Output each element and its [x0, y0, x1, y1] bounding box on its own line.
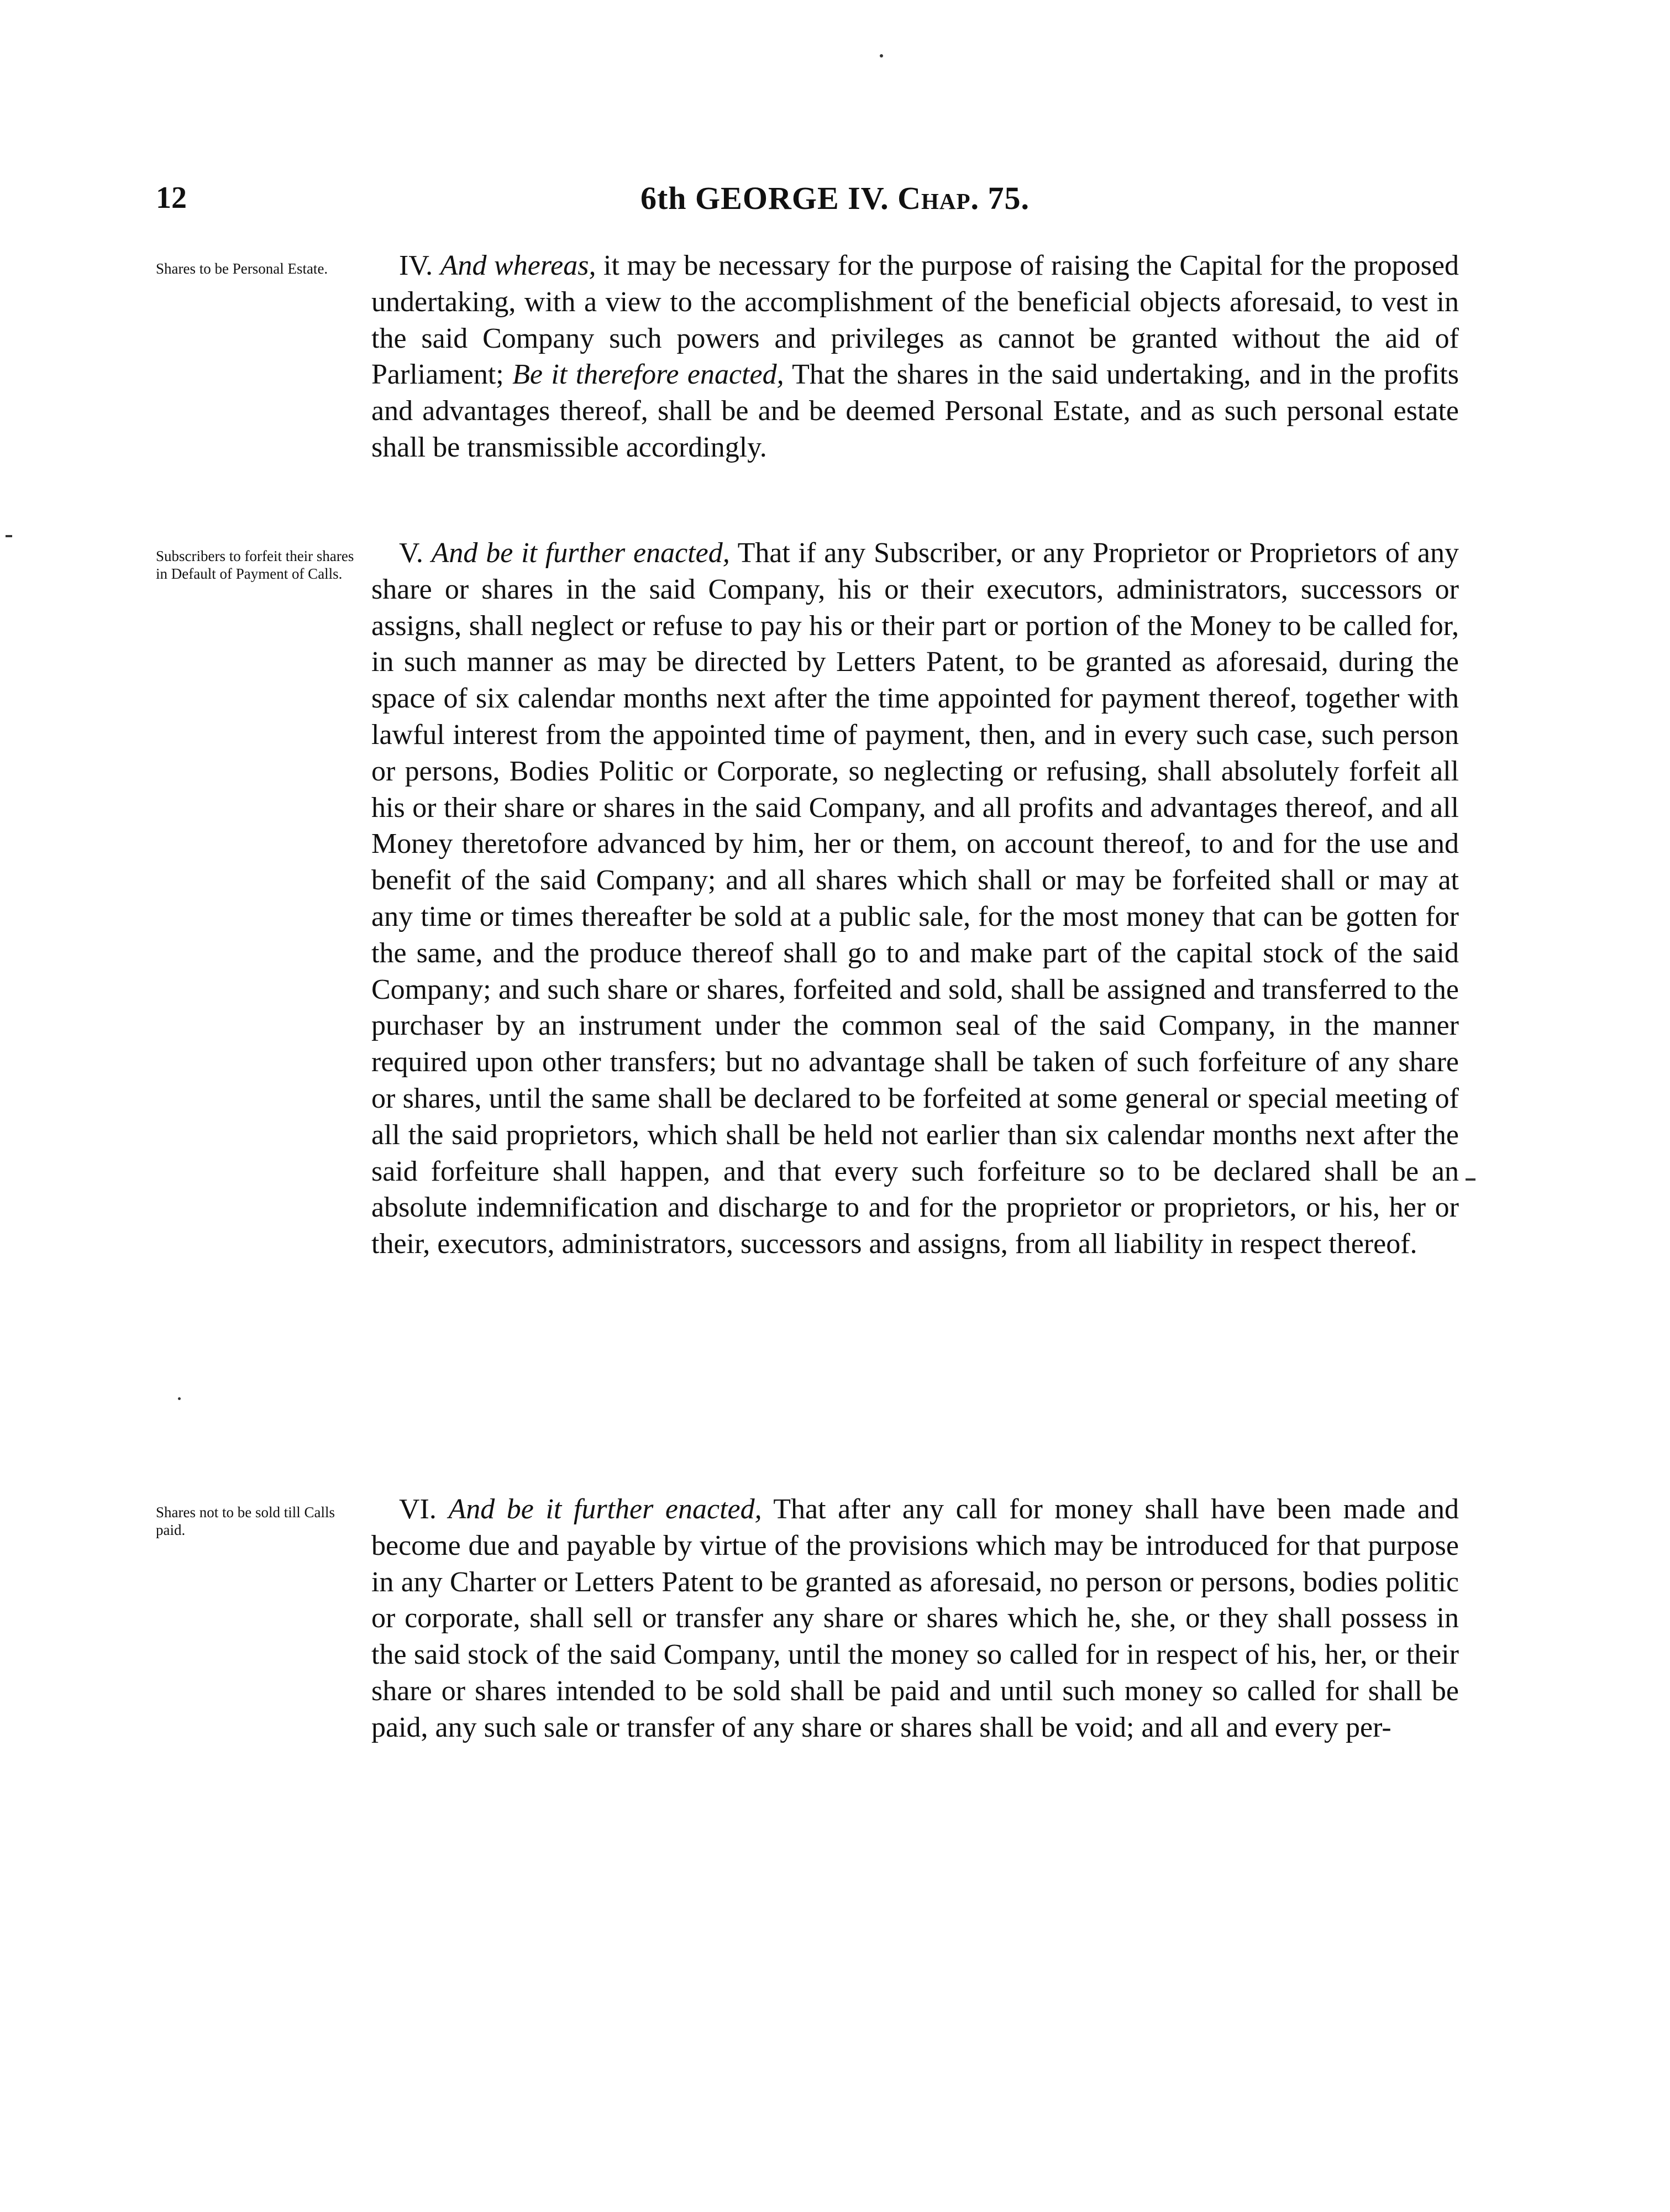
section-lead: And be it further enacted,: [448, 1493, 762, 1525]
scan-speck: [178, 1397, 181, 1400]
section-numeral: V.: [399, 537, 423, 569]
section-enact: Be it therefore enacted,: [512, 359, 784, 391]
section-text: That if any Subscriber, or any Proprietor or Proprietors of any share or shares in the said Company, his or their executors, administrators, successors or assigns, shall neglect or refuse to pay his or their part or portion of the Money to be called for, in such manner as may be directed by Letters Patent, to be granted as aforesaid, during the space of six calendar months next after the time appointed for payment thereof, together with lawful interest from the appointed time of payment, then, and in every such case, such person or persons, Bodies Politic or Corporate, so neglecting or refusing, shall absolutely forfeit all his or their share or shares in the said Company, and all profits and advantages thereof, and all Money theretofore advanced by him, her or them, on account thereof, to and for the use and benefit of the said Company; and all shares which shall or may be forfeited shall or may at any time or times thereafter be sold at a public sale, for the most money that can be gotten for the same, and the produce thereof shall go to and make part of the capital stock of the said Company; and such share or shares, forfeited and sold, shall be assigned and transferred to the purchaser by an instrument under the common seal of the said Company, in the manner required upon other transfers; but no advantage shall be taken of such forfeiture of any share or shares, until the same shall be declared to be forfeited at some general or special meeting of all the said proprietors, which shall be held not earlier than six calendar months next after the said forfeiture shall happen, and that every such forfeiture so to be declared shall be an absolute indemnification and discharge to and for the proprietor or proprietors, or his, her or their, executors, administrators, successors and assigns, from all liability in respect thereof.: [371, 537, 1459, 1260]
section-vi-text: [371, 1491, 1459, 1746]
sidenote-shares-personal-estate: Shares to be Personal Estate.: [156, 260, 328, 277]
section-iv-text: [371, 248, 1459, 466]
sidenote-subscribers-forfeit: Subscribers to forfeit their shares in Default of Payment of Calls.: [156, 548, 354, 582]
scan-speck: [6, 535, 12, 537]
page-number: 12: [156, 181, 187, 215]
section-numeral: IV.: [399, 250, 433, 281]
running-head: [0, 182, 1670, 214]
section-text-continued: That the shares in the said undertaking, and in the profits and advantages thereof, shall be and be deemed Personal Estate, and as such personal estate shall be transmissible accordingly.: [371, 359, 1459, 463]
scan-speck: [880, 54, 883, 57]
section-text: it may be necessary for the purpose of raising the Capital for the proposed undertaking, with a view to the accomplishment of the beneficial objects aforesaid, to vest in the said Company such powers and privileges as cannot be granted without the aid of Parliament;: [371, 250, 1459, 391]
section-v-text: [371, 535, 1459, 1262]
running-head-chapter: Chap. 75.: [897, 180, 1030, 216]
section-numeral: VI.: [399, 1493, 437, 1525]
sidenote-shares-not-sold: Shares not to be sold till Calls paid.: [156, 1504, 335, 1538]
scan-speck: [1466, 1178, 1475, 1181]
running-head-prefix: 6th GEORGE IV.: [640, 180, 889, 216]
section-lead: And whereas,: [440, 250, 596, 281]
section-text: That after any call for money shall have been made and become due and payable by virtue of the provisions which may be introduced for that purpose in any Charter or Letters Patent to be granted as aforesaid, no person or persons, bodies politic or corporate, shall sell or transfer any share or shares which he, she, or they shall possess in the said stock of the said Company, until the money so called for in respect of his, her, or their share or shares intended to be sold shall be paid and until such money so called for shall be paid, any such sale or transfer of any share or shares shall be void; and all and every per-: [371, 1493, 1459, 1743]
section-lead: And be it further enacted,: [431, 537, 730, 569]
